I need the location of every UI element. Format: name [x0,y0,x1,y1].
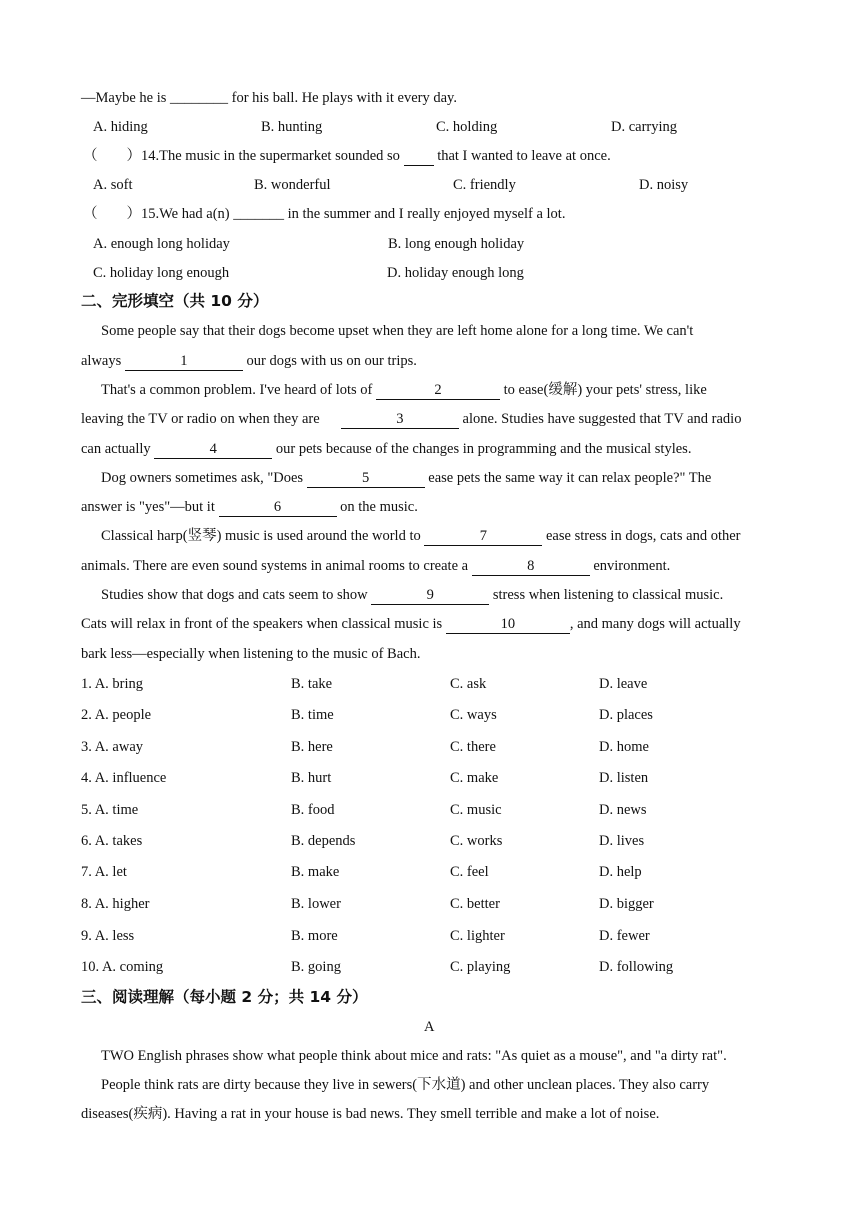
cloze-blank-7: 7 [424,528,542,546]
cloze-option: B. more [291,928,338,944]
q15-option-d: D. holiday enough long [387,265,524,281]
cloze-blank-9: 9 [371,587,489,605]
cloze-option: B. hurt [291,770,332,786]
cloze-option: 10. A. coming [81,959,164,975]
cloze-option: 4. A. influence [81,770,167,786]
cloze-line: Some people say that their dogs become upset when they are left home alone for a long time. We can't [101,323,694,339]
cloze-option: 3. A. away [81,739,144,755]
cloze-line [81,409,741,429]
reading-line: TWO English phrases show what people think about mice and rats: "As quiet as a mouse", and "a dirty rat". [101,1048,727,1064]
cloze-option: D. leave [599,676,648,692]
q14-stem-suffix: that I wanted to leave at once. [437,148,611,164]
cloze-option: B. here [291,739,333,755]
cloze-option: 9. A. less [81,928,135,944]
cloze-text: leaving the TV or radio on when they are [81,411,320,427]
q14-blank [404,148,434,166]
cloze-option: C. playing [450,959,511,975]
q15-option-b: B. long enough holiday [388,236,525,252]
cloze-option: B. depends [291,833,356,849]
cloze-line [101,526,741,546]
cloze-option: B. food [291,802,335,818]
cloze-option: C. works [450,833,503,849]
cloze-text: environment. [593,558,671,574]
cloze-text: answer is "yes"—but it [81,499,215,515]
cloze-text: always [81,353,122,369]
cloze-line [101,380,707,400]
reading-line: diseases(疾病). Having a rat in your house is bad news. They smell terrible and make a lot of noise. [81,1106,660,1122]
section-2-heading: 二、完形填空（共 10 分） [81,292,269,310]
cloze-blank-6: 6 [219,499,337,517]
q14-stem-prefix: （ ）14.The music in the supermarket sounded so [83,148,400,164]
cloze-line [81,351,417,371]
passage-label: A [424,1019,435,1035]
cloze-text: Studies show that dogs and cats seem to show [101,587,368,603]
cloze-option: C. better [450,896,500,912]
cloze-text: Classical harp(竖琴) music is used around the world to [101,528,421,544]
cloze-line [101,585,723,605]
q14-stem [83,146,611,166]
section-3-heading: 三、阅读理解（每小题 2 分；共 14 分） [81,988,368,1006]
cloze-line: bark less—especially when listening to the music of Bach. [81,646,421,662]
cloze-option: 8. A. higher [81,896,150,912]
cloze-option: D. listen [599,770,649,786]
q13-option-a: A. hiding [93,119,148,135]
q13-option-b: B. hunting [261,119,323,135]
cloze-text: ease stress in dogs, cats and other [546,528,741,544]
cloze-option: D. home [599,739,649,755]
cloze-text: stress when listening to classical music. [492,587,724,603]
cloze-text: can actually [81,441,151,457]
cloze-blank-8: 8 [472,558,590,576]
cloze-option: D. news [599,802,647,818]
cloze-text: Dog owners sometimes ask, "Does [101,470,304,486]
cloze-option: D. following [599,959,674,975]
cloze-option: 5. A. time [81,802,139,818]
cloze-option: D. lives [599,833,645,849]
cloze-option: C. ask [450,676,487,692]
q13-option-c: C. holding [436,119,498,135]
q15-stem-line: （ ）15.We had a(n) _______ in the summer and I really enjoyed myself a lot. [83,206,566,222]
cloze-line [101,468,711,488]
cloze-option: B. going [291,959,341,975]
q14-option-d: D. noisy [639,177,689,193]
cloze-option: 2. A. people [81,707,152,723]
cloze-blank-2: 2 [376,382,500,400]
cloze-text: our dogs with us on our trips. [246,353,417,369]
cloze-text: on the music. [340,499,418,515]
q15-option-c: C. holiday long enough [93,265,230,281]
cloze-text: animals. There are even sound systems in animal rooms to create a [81,558,469,574]
cloze-text: That's a common problem. I've heard of lots of [101,382,373,398]
q14-option-b: B. wonderful [254,177,331,193]
cloze-option: C. make [450,770,499,786]
cloze-option: D. fewer [599,928,650,944]
cloze-option: C. lighter [450,928,505,944]
cloze-option: 7. A. let [81,864,127,880]
q15-option-a: A. enough long holiday [93,236,230,252]
cloze-text: our pets because of the changes in programming and the musical styles. [275,441,692,457]
cloze-blank-10: 10 [446,616,570,634]
cloze-line [81,439,691,459]
cloze-text: to ease(缓解) your pets' stress, like [503,382,707,398]
cloze-line [81,556,670,576]
cloze-option: 1. A. bring [81,676,144,692]
cloze-line [81,497,418,517]
cloze-option: D. help [599,864,642,880]
cloze-option: B. take [291,676,333,692]
q13-option-d: D. carrying [611,119,678,135]
cloze-option: D. bigger [599,896,654,912]
cloze-option: C. music [450,802,502,818]
cloze-option: B. make [291,864,340,880]
cloze-option: C. feel [450,864,489,880]
cloze-text: Cats will relax in front of the speakers when classical music is [81,616,443,632]
q14-option-a: A. soft [93,177,133,193]
cloze-blank-3: 3 [341,411,459,429]
cloze-option: D. places [599,707,653,723]
cloze-option: C. there [450,739,496,755]
cloze-blank-1: 1 [125,353,243,371]
cloze-option: B. lower [291,896,341,912]
q13-stem-line: —Maybe he is ________ for his ball. He plays with it every day. [81,90,457,106]
cloze-blank-5: 5 [307,470,425,488]
cloze-blank-4: 4 [154,441,272,459]
cloze-text: alone. Studies have suggested that TV and radio [462,411,742,427]
cloze-text: ease pets the same way it can relax people?" The [428,470,712,486]
q14-option-c: C. friendly [453,177,516,193]
cloze-option: B. time [291,707,334,723]
cloze-text: , and many dogs will actually [569,616,741,632]
reading-line: People think rats are dirty because they live in sewers(下水道) and other unclean places. They also carry [101,1077,710,1093]
cloze-line [81,614,741,634]
cloze-option: C. ways [450,707,497,723]
cloze-option: 6. A. takes [81,833,143,849]
